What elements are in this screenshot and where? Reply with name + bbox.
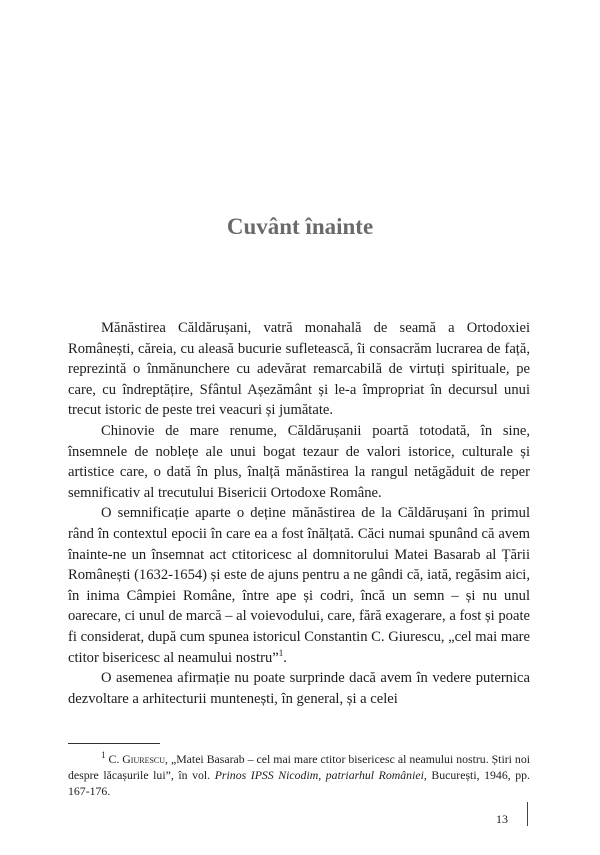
footnote-text-end: , București, 1946, pp. 167-176. — [68, 768, 530, 798]
paragraph: O asemenea afirmație nu poate surprinde dacă avem în vedere puternica dezvoltare a arhitecturii muntenești, în general, și a celei — [68, 670, 530, 707]
paragraph — [68, 503, 530, 668]
page-title: Cuvânt înainte — [226, 214, 374, 239]
paragraph: Mănăstirea Căldărușani, vatră monahală de seamă a Ortodoxiei Românești, căreia, cu aleasă bucurie sufletească, îi consacrăm lucrarea de față, reprezintă o înmănunchere cu adevărat remarcabilă de virtuți spirituale, pe care, cu îndreptățire, Sfântul Așezământ și le-a împropriat în decursul unui trecut istoric de peste trei veacuri și jumătate. — [68, 320, 530, 419]
footnote-separator — [68, 743, 160, 744]
footnote-number: 1 — [101, 750, 106, 761]
paragraph-text: O semnificație aparte o deține mănăstirea de la Căldărușani în primul rând în contextul epocii în care ea a fost înălțată. Căci numai spunând că avem înainte-ne un însemnat act ctitoricesc al domnitorului Matei Basarab al Țării Românești (1632-1654) și este de ajuns pentru a ne gândi că, iată, regăsim aici, în inima Câmpiei Române, între ape și codri, încă un semn – și nu unul oarecare, ci unul de marcă – al voievodului, care, fără exagerare, a fost și poate fi considerat, după cum spunea istoricul Constantin C. Giurescu, „cel mai mare ctitor bisericesc al neamului nostru” — [68, 505, 531, 666]
footnote-text: , „Matei Basarab – cel mai mare ctitor bisericesc al neamului nostru. Știri noi despre lăcașurile lui”, în vol. — [68, 752, 531, 782]
body-text — [68, 318, 530, 709]
page-number: 13 — [496, 812, 508, 826]
page-number-divider — [527, 802, 528, 826]
footnote-reference[interactable]: 1 — [278, 647, 284, 658]
footnote — [68, 751, 530, 799]
footnote-book-title: Prinos IPSS Nicodim, patriarhul României — [214, 768, 424, 782]
paragraph-end: . — [283, 649, 287, 666]
footnote-author: C. Giurescu — [108, 752, 166, 766]
paragraph: Chinovie de mare renume, Căldărușanii poartă totodată, în sine, însemnele de noblețe ale unui bogat tezaur de valori istorice, culturale și artistice care, o dată în plus, înalță mănăstirea la rangul netăgăduit de reper semnificativ al trecutului Bisericii Ortodoxe Române. — [68, 422, 530, 501]
